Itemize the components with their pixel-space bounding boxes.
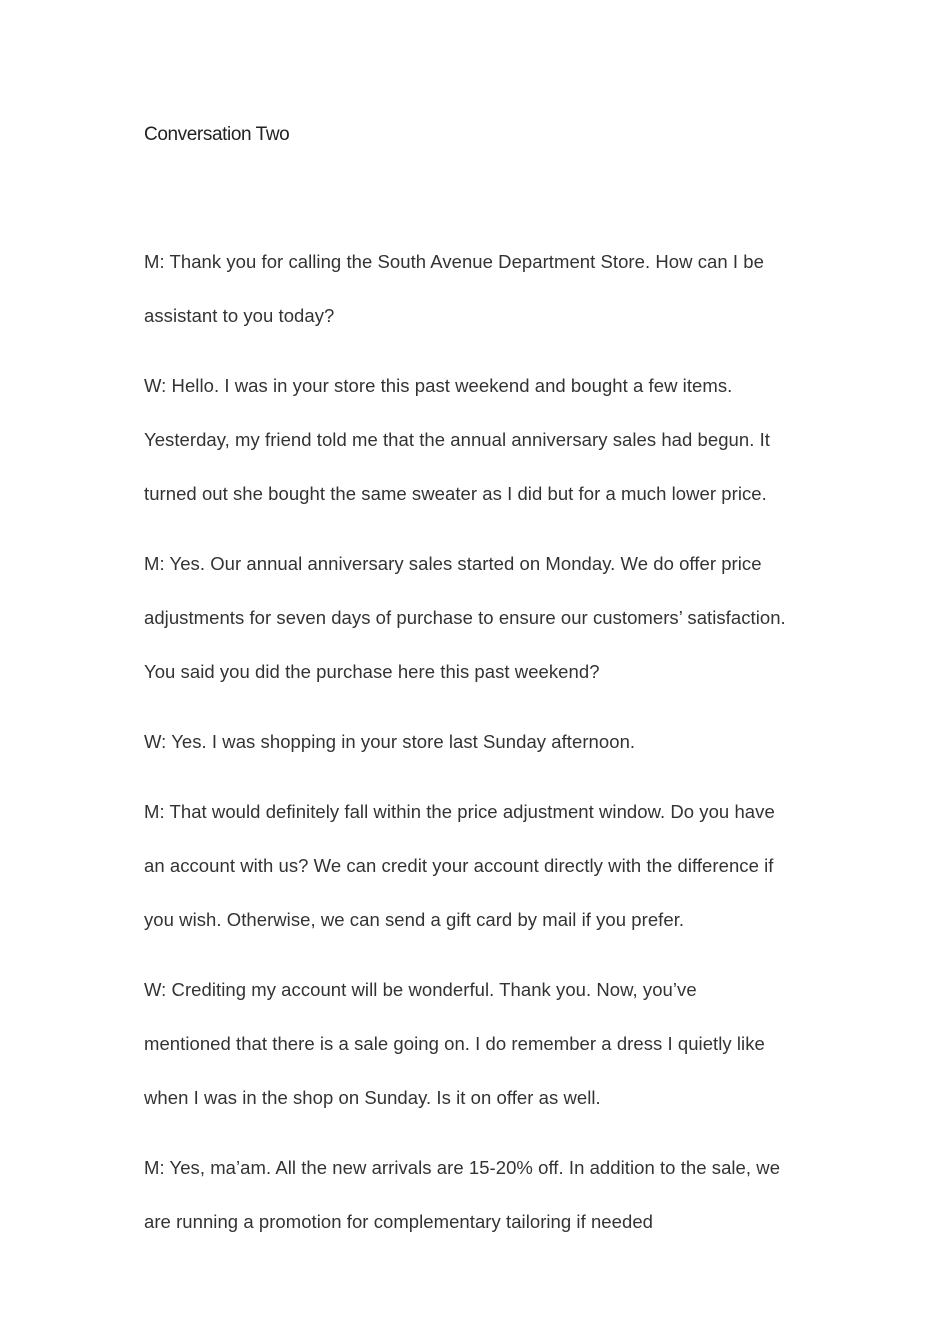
- dialogue-line: M: That would definitely fall within the price adjustment window. Do you have: [144, 801, 775, 822]
- dialogue-line: M: Yes, ma’am. All the new arrivals are 15-20% off. In addition to the sale, we: [144, 1157, 781, 1178]
- dialogue-line: an account with us? We can credit your account directly with the difference if: [144, 855, 774, 876]
- dialogue-line: assistant to you today?: [144, 305, 335, 326]
- dialogue-line: you wish. Otherwise, we can send a gift card by mail if you prefer.: [144, 909, 685, 930]
- dialogue-line: adjustments for seven days of purchase to ensure our customers’ satisfaction.: [144, 607, 786, 628]
- dialogue-line: W: Crediting my account will be wonderful. Thank you. Now, you’ve: [144, 979, 697, 1000]
- dialogue-line: are running a promotion for complementary tailoring if needed: [144, 1211, 653, 1232]
- dialogue-paragraph: [144, 359, 814, 521]
- dialogue-paragraph: [144, 235, 814, 343]
- dialogue-line: turned out she bought the same sweater as I did but for a much lower price.: [144, 483, 767, 504]
- dialogue-line: W: Hello. I was in your store this past weekend and bought a few items.: [144, 375, 733, 396]
- document-title: Conversation Two: [144, 124, 290, 145]
- dialogue-line: M: Yes. Our annual anniversary sales started on Monday. We do offer price: [144, 553, 762, 574]
- dialogue-line: M: Thank you for calling the South Avenue Department Store. How can I be: [144, 251, 764, 272]
- dialogue-line: when I was in the shop on Sunday. Is it on offer as well.: [144, 1087, 601, 1108]
- dialogue-line: Yesterday, my friend told me that the annual anniversary sales had begun. It: [144, 429, 770, 450]
- dialogue-paragraph: [144, 715, 814, 769]
- dialogue-line: mentioned that there is a sale going on. I do remember a dress I quietly like: [144, 1033, 765, 1054]
- dialogue-paragraph: [144, 963, 814, 1125]
- dialogue-paragraph: [144, 537, 814, 699]
- dialogue-paragraph: [144, 1141, 814, 1249]
- dialogue-line: You said you did the purchase here this past weekend?: [144, 661, 600, 682]
- dialogue-paragraph: [144, 785, 814, 947]
- dialogue-line: W: Yes. I was shopping in your store last Sunday afternoon.: [144, 731, 636, 752]
- dialogue-body: [144, 235, 814, 1265]
